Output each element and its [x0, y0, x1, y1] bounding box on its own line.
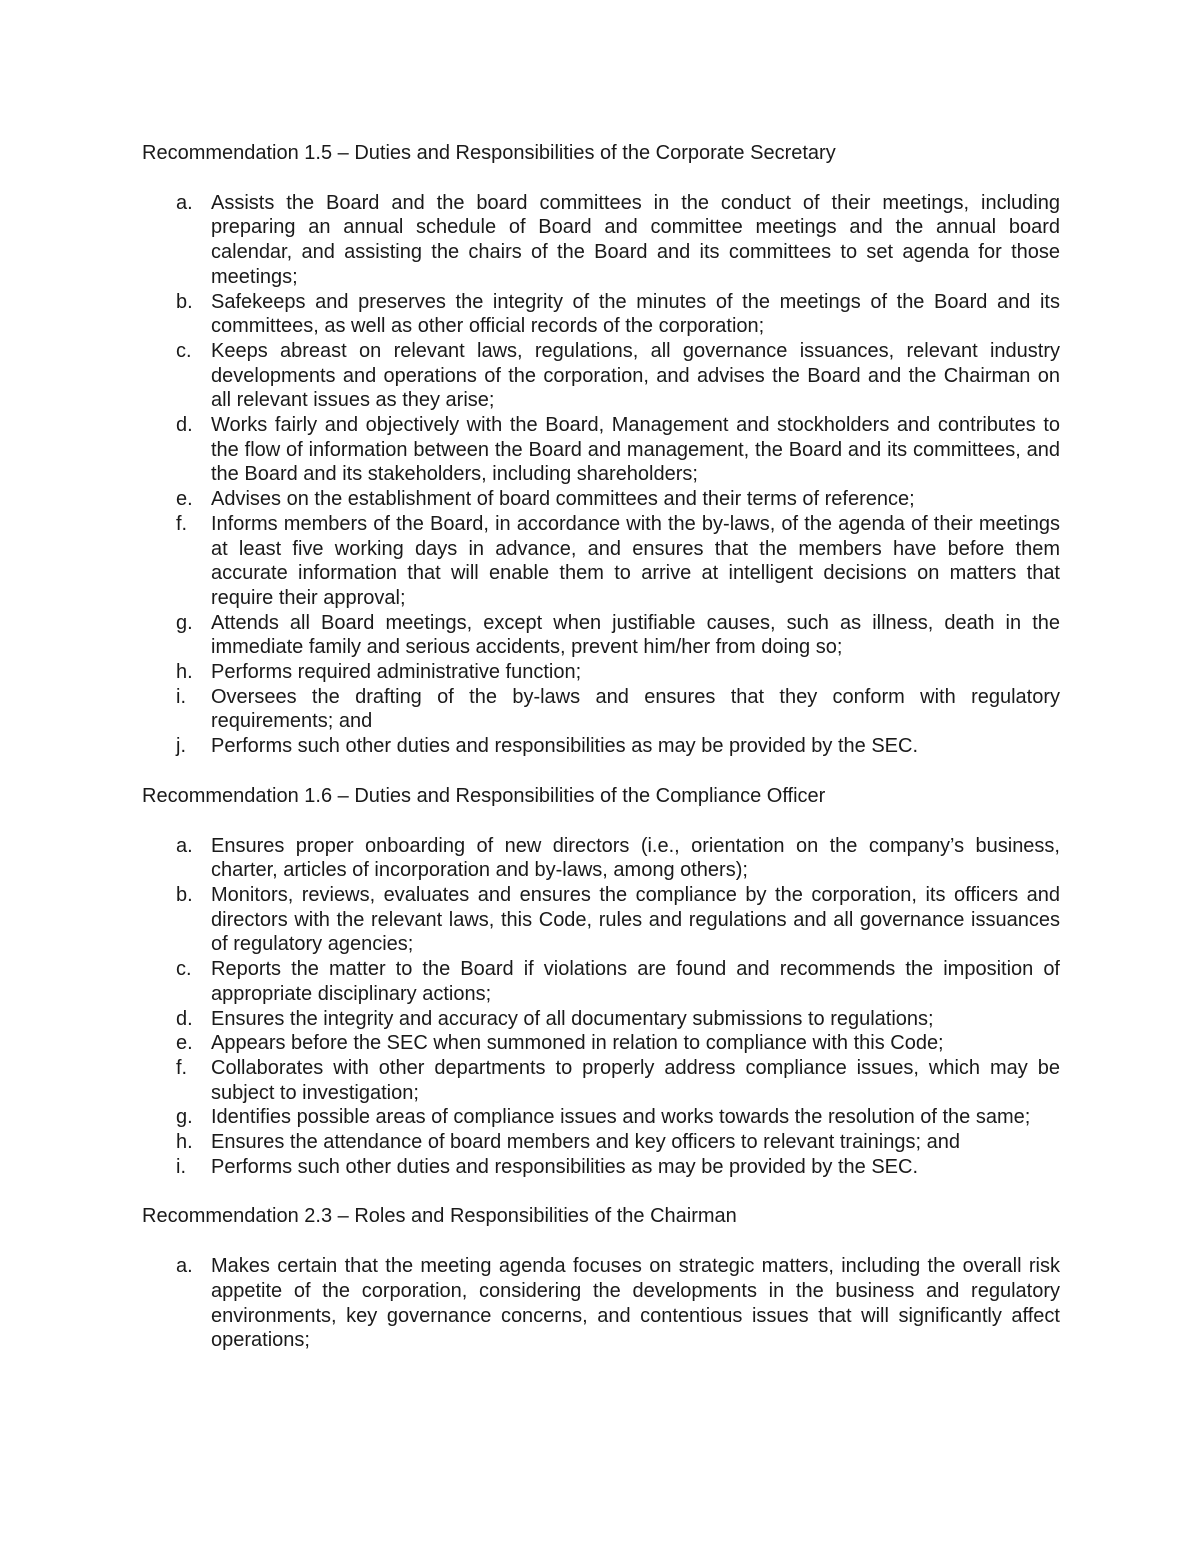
list-item: [142, 834, 1060, 883]
list-item-text: Makes certain that the meeting agenda focuses on strategic matters, including the overall risk appetite of the corporation, considering the developments in the business and regulatory environments, key governance concerns, and contentious issues that will significantly affect operations;: [211, 1255, 1060, 1352]
section-heading: Recommendation 1.5 – Duties and Responsibilities of the Corporate Secretary: [142, 142, 836, 164]
list-item-text: Advises on the establishment of board committees and their terms of reference;: [211, 488, 915, 511]
list-marker: c.: [176, 958, 192, 981]
duties-list: [142, 191, 1060, 759]
list-item: [142, 1007, 1060, 1032]
list-item: [142, 734, 1060, 759]
section-heading: Recommendation 1.6 – Duties and Responsibilities of the Compliance Officer: [142, 784, 826, 807]
list-marker: g.: [176, 1106, 193, 1129]
list-item: [142, 413, 1060, 487]
list-marker: e.: [176, 1032, 193, 1055]
list-item: [142, 1130, 1060, 1155]
list-item: [142, 883, 1060, 957]
list-marker: c.: [176, 339, 192, 362]
list-marker: b.: [176, 883, 193, 906]
list-marker: g.: [176, 611, 193, 634]
list-item-text: Monitors, reviews, evaluates and ensures the compliance by the corporation, its officers and directors with the relevant laws, this Code, rules and regulations and all governance issuances of regulatory agencies;: [211, 883, 1060, 956]
list-item-text: Identifies possible areas of compliance issues and works towards the resolution of the same;: [211, 1106, 1031, 1129]
list-item-text: Safekeeps and preserves the integrity of the minutes of the meetings of the Board and its committees, as well as other official records of the corporation;: [211, 290, 1060, 338]
list-item: [142, 660, 1060, 685]
list-item-text: Ensures the integrity and accuracy of all documentary submissions to regulations;: [211, 1007, 934, 1030]
list-item: [142, 191, 1060, 290]
list-item-text: Keeps abreast on relevant laws, regulations, all governance issuances, relevant industry developments and operations of the corporation, and advises the Board and the Chairman on all relevant issues as they arise;: [211, 339, 1060, 412]
list-marker: a.: [176, 834, 193, 857]
section-chairman: [142, 1204, 1060, 1353]
list-item-text: Oversees the drafting of the by-laws and ensures that they conform with regulatory requirements; and: [211, 685, 1060, 733]
list-item-text: Collaborates with other departments to properly address compliance issues, which may be subject to investigation;: [211, 1056, 1060, 1104]
list-marker: h.: [176, 661, 193, 684]
duties-list: [142, 1254, 1060, 1353]
list-item: [142, 290, 1060, 339]
list-item: [142, 611, 1060, 660]
section-corporate-secretary: [142, 141, 1060, 759]
list-item: [142, 1031, 1060, 1056]
list-item: [142, 1056, 1060, 1105]
list-item-text: Appears before the SEC when summoned in relation to compliance with this Code;: [211, 1032, 944, 1055]
list-item-text: Works fairly and objectively with the Board, Management and stockholders and contributes to the flow of information between the Board and management, the Board and its committees, and the Board and its stakeholders, including shareholders;: [211, 414, 1060, 486]
list-item: [142, 1105, 1060, 1130]
list-item-text: Ensures the attendance of board members and key officers to relevant trainings; and: [211, 1131, 960, 1154]
list-item: [142, 339, 1060, 413]
list-marker: i.: [176, 1155, 186, 1178]
list-item-text: Reports the matter to the Board if violations are found and recommends the imposition of appropriate disciplinary actions;: [211, 958, 1060, 1005]
list-marker: f.: [176, 512, 188, 535]
list-item: [142, 487, 1060, 512]
list-item-text: Ensures proper onboarding of new directors (i.e., orientation on the company’s business, charter, articles of incorporation and by-laws, among others);: [211, 834, 1060, 882]
document-page: [142, 141, 1060, 1378]
list-marker: d.: [176, 414, 193, 437]
list-item: [142, 685, 1060, 734]
list-item-text: Informs members of the Board, in accordance with the by-laws, of the agenda of their meetings at least five working days in advance, and ensures that the members have before them accurate information that will enable them to arrive at intelligent decisions on matters that require their approval;: [211, 512, 1060, 609]
list-item: [142, 957, 1060, 1006]
list-marker: b.: [176, 290, 193, 313]
list-item-text: Performs such other duties and responsibilities as may be provided by the SEC.: [211, 1155, 919, 1178]
list-marker: a.: [176, 1255, 193, 1278]
list-item: [142, 512, 1060, 611]
list-marker: j.: [176, 735, 186, 758]
list-marker: f.: [176, 1056, 188, 1079]
list-marker: e.: [176, 488, 193, 511]
list-item-text: Performs such other duties and responsibilities as may be provided by the SEC.: [211, 735, 919, 758]
list-item-text: Assists the Board and the board committees in the conduct of their meetings, including preparing an annual schedule of Board and committee meetings and the annual board calendar, and assisting the chairs of the Board and its committees to set agenda for those meetings;: [211, 191, 1060, 288]
list-item-text: Attends all Board meetings, except when justifiable causes, such as illness, death in the immediate family and serious accidents, prevent him/her from doing so;: [211, 611, 1060, 659]
section-heading: Recommendation 2.3 – Roles and Responsibilities of the Chairman: [142, 1205, 737, 1228]
list-item: [142, 1254, 1060, 1353]
list-marker: h.: [176, 1131, 193, 1154]
duties-list: [142, 834, 1060, 1180]
section-compliance-officer: [142, 784, 1060, 1180]
list-marker: a.: [176, 191, 193, 214]
list-item: [142, 1155, 1060, 1180]
list-marker: i.: [176, 685, 186, 708]
list-item-text: Performs required administrative function;: [211, 661, 582, 684]
list-marker: d.: [176, 1007, 193, 1030]
